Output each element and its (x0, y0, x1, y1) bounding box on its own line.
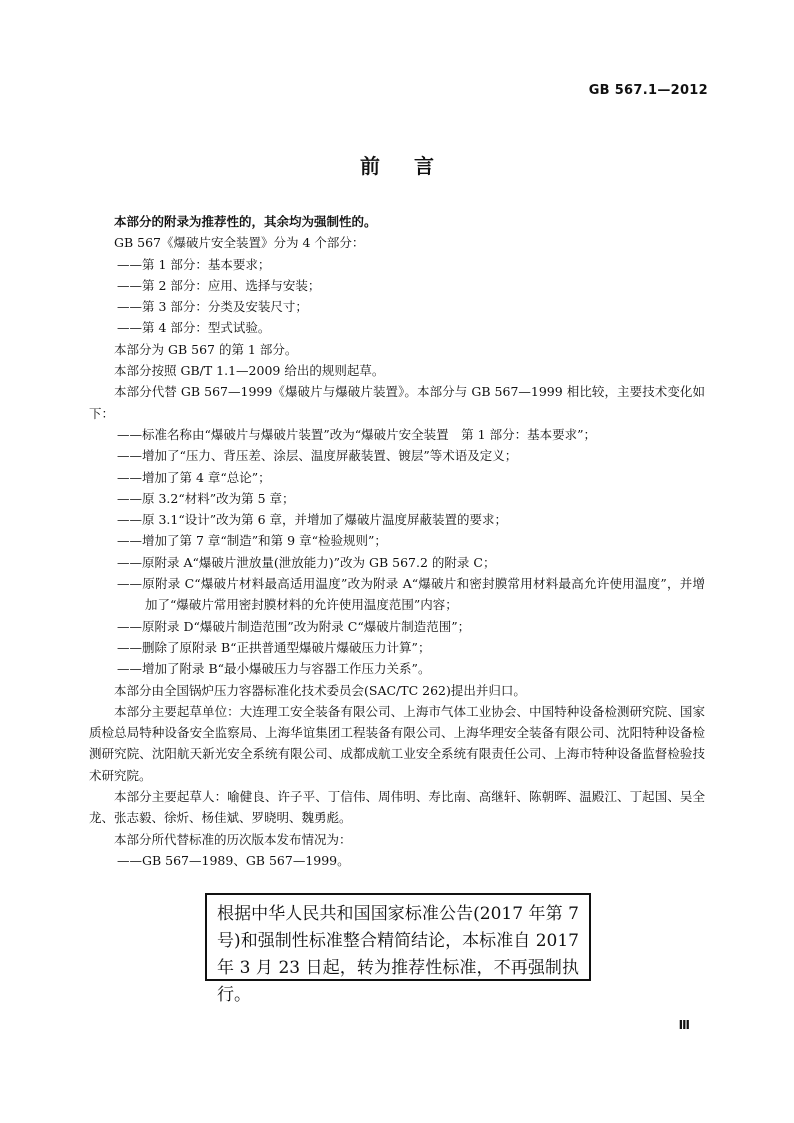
paragraph-drafting-units: 本部分主要起草单位：大连理工安全装备有限公司、上海市气体工业协会、中国特种设备检测研究院、国家质检总局特种设备安全监察局、上海华谊集团工程装备有限公司、上海华理安全装备有限公司、沈阳特种设备检测研究院、沈阳航天新光安全系统有限公司、成都成航工业安全系统有限责任公司、上海市特种设备监督检验技术研究院。 (89, 703, 705, 783)
paragraph-proposer: 本部分由全国锅炉压力容器标准化技术委员会(SAC/TC 262)提出并归口。 (114, 682, 526, 698)
list-item-change: ——原 3.2“材料”改为第 5 章； (117, 490, 295, 506)
list-item-history: ——GB 567—1989、GB 567—1999。 (117, 852, 350, 868)
list-item-change: ——原附录 C“爆破片材料最高适用温度”改为附录 A“爆破片和密封膜常用材料最高允许使用温度”，并增加了“爆破片常用密封膜材料的允许使用温度范围”内容； (117, 576, 705, 613)
paragraph-series-intro: GB 567《爆破片安全装置》分为 4 个部分： (114, 235, 365, 251)
paragraph-history-intro: 本部分所代替标准的历次版本发布情况为： (114, 831, 352, 847)
paragraph-drafters: 本部分主要起草人：喻健良、许子平、丁信伟、周伟明、寿比南、高继轩、陈朝晖、温殿江、丁起国、吴全龙、张志毅、徐炘、杨佳斌、罗晓明、魏勇彪。 (89, 789, 705, 826)
paragraph-part-number: 本部分为 GB 567 的第 1 部分。 (114, 341, 298, 357)
list-item-part: ——第 4 部分：型式试验。 (117, 320, 271, 336)
list-item-change: ——增加了“压力、背压差、涂层、温度屏蔽装置、镀层”等术语及定义； (117, 448, 518, 464)
foreword-body (89, 211, 705, 871)
list-item-part: ——第 1 部分：基本要求； (117, 256, 271, 272)
standard-number: GB 567.1—2012 (588, 83, 708, 98)
page-number: Ⅲ (678, 1018, 690, 1032)
list-item-change: ——原 3.1“设计”改为第 6 章，并增加了爆破片温度屏蔽装置的要求； (117, 512, 508, 528)
paragraph-replaces: 本部分代替 GB 567—1999《爆破片与爆破片装置》。本部分与 GB 567—1999 相比较，主要技术变化如下： (89, 384, 705, 421)
paragraph-appendix-status: 本部分的附录为推荐性的，其余均为强制性的。 (114, 214, 377, 229)
paragraph-drafting-rules: 本部分按照 GB/T 1.1—2009 给出的规则起草。 (114, 363, 385, 379)
list-item-part: ——第 2 部分：应用、选择与安装； (117, 277, 321, 293)
list-item-change: ——增加了附录 B“最小爆破压力与容器工作压力关系”。 (117, 661, 431, 677)
page-title: 前言 (360, 154, 468, 178)
notice-box: 根据中华人民共和国国家标准公告(2017 年第 7 号)和强制性标准整合精简结论，本标准自 2017 年 3 月 23 日起，转为推荐性标准，不再强制执行。 (205, 893, 591, 981)
list-item-change: ——原附录 D“爆破片制造范围”改为附录 C“爆破片制造范围”； (117, 618, 471, 634)
list-item-part: ——第 3 部分：分类及安装尺寸； (117, 299, 308, 315)
list-item-change: ——原附录 A“爆破片泄放量(泄放能力)”改为 GB 567.2 的附录 C； (117, 554, 496, 570)
list-item-change: ——标准名称由“爆破片与爆破片装置”改为“爆破片安全装置 第 1 部分：基本要求”； (117, 426, 596, 442)
list-item-change: ——删除了原附录 B“正拱普通型爆破片爆破压力计算”； (117, 639, 431, 655)
list-item-change: ——增加了第 4 章“总论”； (117, 469, 271, 485)
list-item-change: ——增加了第 7 章“制造”和第 9 章“检验规则”； (117, 533, 387, 549)
